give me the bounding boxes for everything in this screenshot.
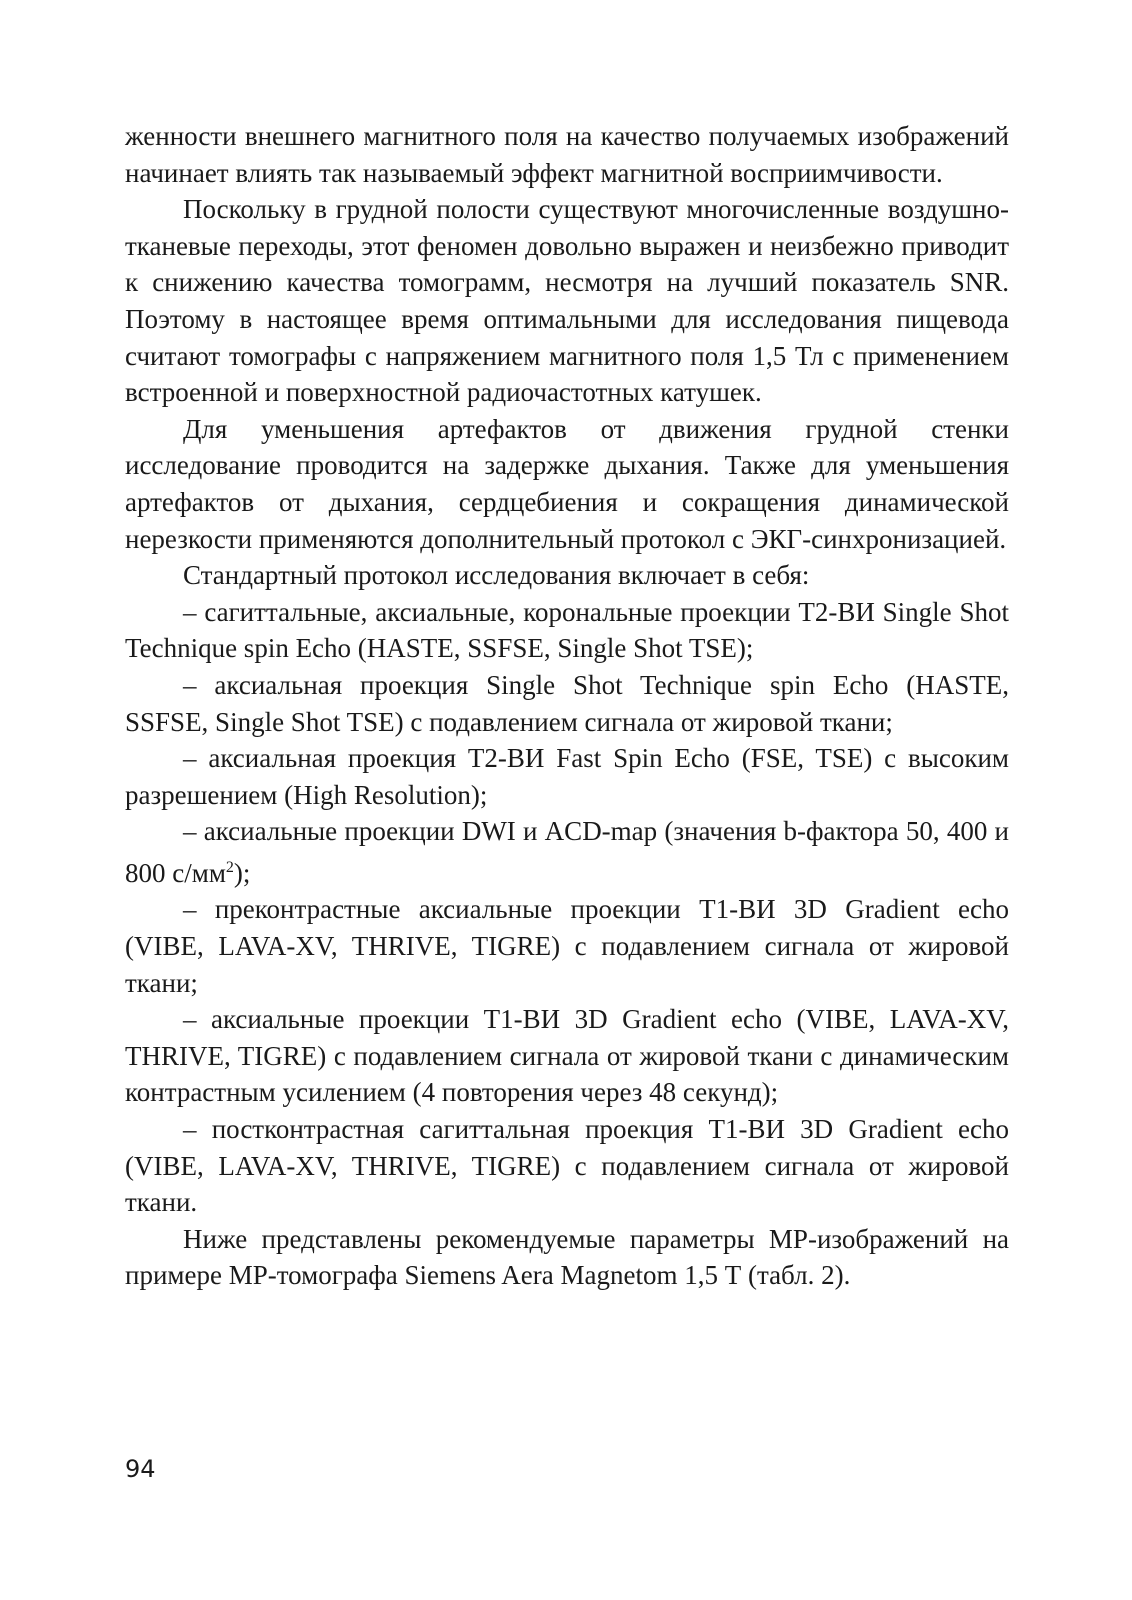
paragraph-continuation: женности внешнего магнитного поля на качество получаемых изображений начинает влиять так называемый эффект магнитной восприимчивости.	[125, 121, 1009, 188]
list-item-precontrast: – преконтрастные аксиальные проекции Т1-ВИ 3D Gradient echo (VIBE, LAVA-XV, THRIVE, TIGRE) с подавлением сигнала от жировой ткани;	[125, 894, 1009, 998]
paragraph-protocol-intro: Стандартный протокол исследования включает в себя:	[183, 560, 810, 591]
paragraph-table-reference: Ниже представлены рекомендуемые параметры МР-изображений на примере МР-томографа Siemens Aera Magnetom 1,5 Т (табл. 2).	[125, 1223, 1009, 1291]
page-number: 94	[125, 1455, 156, 1483]
list-item-dynamic: – аксиальные проекции Т1-ВИ 3D Gradient echo (VIBE, LAVA-XV, THRIVE, TIGRE) с подавлением сигнала от жировой ткани с динамическим контрастным усилением (4 повторения через 48 секунд);	[125, 1004, 1009, 1108]
list-item-axial-fse: – аксиальная проекция Т2-ВИ Fast Spin Echo (FSE, TSE) с высоким разрешением (High Resolution);	[125, 743, 1009, 810]
body-text	[125, 118, 1009, 1294]
list-item-t2-haste: – сагиттальные, аксиальные, корональные проекции Т2-ВИ Single Shot Technique spin Echo (HASTE, SSFSE, Single Shot TSE);	[125, 596, 1009, 664]
list-item-axial-fatsat: – аксиальная проекция Single Shot Technique spin Echo (HASTE, SSFSE, Single Shot TSE) с подавлением сигнала от жировой ткани;	[125, 669, 1009, 737]
paragraph-chest-cavity: Поскольку в грудной полости существуют многочисленные воздушно-тканевые переходы, этот феномен довольно выражен и неизбежно приводит к снижению качества томограмм, несмотря на лучший показатель SNR. Поэтому в настоящее время оптимальными для исследования пищевода считают томографы с напряжением магнитного поля 1,5 Тл с применением встроенной и поверхностной радиочастотных катушек.	[125, 194, 1009, 408]
list-item-postcontrast: – постконтрастная сагиттальная проекция Т1-ВИ 3D Gradient echo (VIBE, LAVA-XV, THRIVE, TIGRE) с подавлением сигнала от жировой ткани.	[125, 1114, 1009, 1218]
paragraph-artifacts: Для уменьшения артефактов от движения грудной стенки исследование проводится на задержке дыхания. Также для уменьшения артефактов от дыхания, сердцебиения и сокращения динамической нерезкости применяются дополнительный протокол с ЭКГ-синхронизацией.	[125, 413, 1009, 554]
dwi-suffix: );	[233, 857, 251, 888]
list-item-dwi	[125, 813, 1009, 891]
dwi-superscript: 2	[225, 858, 234, 876]
dwi-text: – аксиальные проекции DWI и ACD-map (значения b-фактора 50, 400 и 800 с/мм	[125, 816, 1009, 888]
